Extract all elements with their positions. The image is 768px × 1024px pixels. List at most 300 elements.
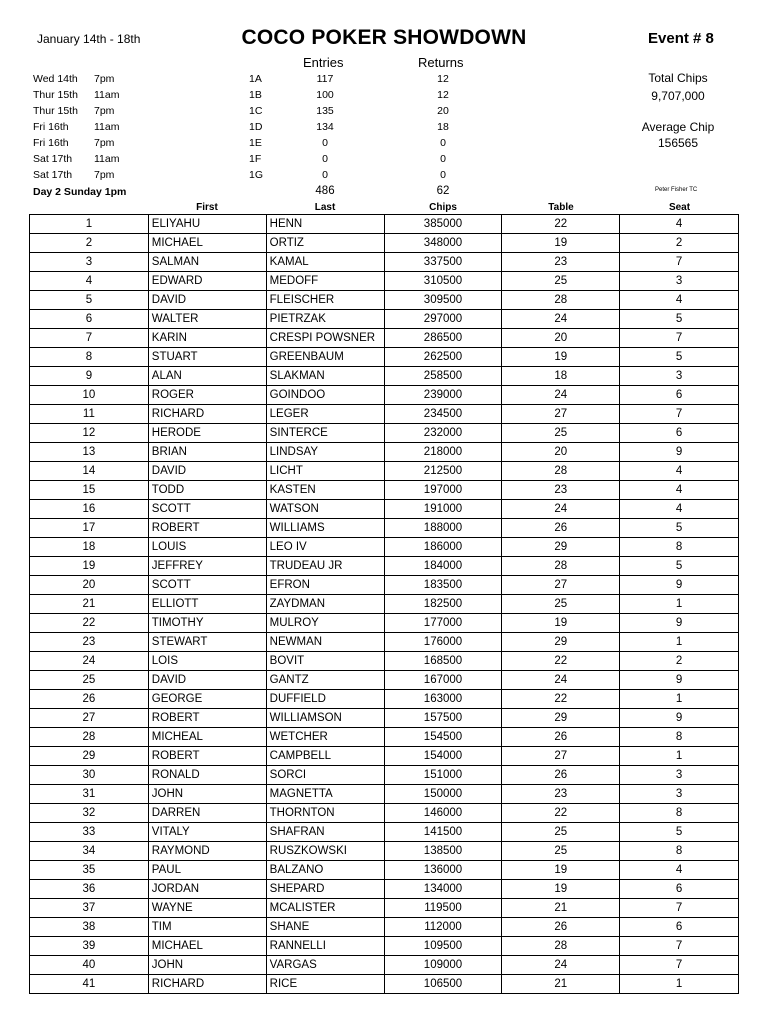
table-row <box>30 861 739 880</box>
first-name-cell: LOIS <box>148 652 266 671</box>
table-cell: 20 <box>502 443 620 462</box>
rank-cell: 5 <box>30 291 149 310</box>
table-row <box>30 253 739 272</box>
rank-cell: 33 <box>30 823 149 842</box>
rank-cell: 12 <box>30 424 149 443</box>
last-name-cell: MULROY <box>266 614 384 633</box>
chips-cell: 297000 <box>384 310 502 329</box>
chips-cell: 154000 <box>384 747 502 766</box>
first-name-cell: DAVID <box>148 291 266 310</box>
seat-cell: 1 <box>620 747 739 766</box>
seat-cell: 9 <box>620 614 739 633</box>
first-name-cell: RICHARD <box>148 405 266 424</box>
schedule-entries: 134 <box>316 121 334 133</box>
table-cell: 23 <box>502 253 620 272</box>
first-name-cell: JEFFREY <box>148 557 266 576</box>
schedule-row <box>0 169 768 185</box>
table-row <box>30 728 739 747</box>
last-name-cell: KASTEN <box>266 481 384 500</box>
first-name-cell: GEORGE <box>148 690 266 709</box>
chips-cell: 191000 <box>384 500 502 519</box>
table-cell: 24 <box>502 671 620 690</box>
table-cell: 19 <box>502 880 620 899</box>
last-name-cell: LICHT <box>266 462 384 481</box>
chips-cell: 119500 <box>384 899 502 918</box>
first-name-cell: SCOTT <box>148 576 266 595</box>
first-name-cell: DARREN <box>148 804 266 823</box>
table-cell: 25 <box>502 823 620 842</box>
table-cell: 26 <box>502 728 620 747</box>
chips-cell: 197000 <box>384 481 502 500</box>
schedule-time: 11am <box>94 89 120 101</box>
schedule-returns: 20 <box>437 105 449 117</box>
schedule-day: Thur 15th <box>33 89 78 101</box>
seat-cell: 7 <box>620 405 739 424</box>
last-name-cell: SORCI <box>266 766 384 785</box>
table-cell: 27 <box>502 405 620 424</box>
table-row <box>30 291 739 310</box>
seat-cell: 6 <box>620 386 739 405</box>
total-entries: 486 <box>315 185 335 197</box>
chips-cell: 163000 <box>384 690 502 709</box>
table-row <box>30 671 739 690</box>
chips-cell: 182500 <box>384 595 502 614</box>
seat-cell: 6 <box>620 918 739 937</box>
last-name-cell: RICE <box>266 975 384 994</box>
table-row <box>30 785 739 804</box>
chips-cell: 188000 <box>384 519 502 538</box>
chips-cell: 134000 <box>384 880 502 899</box>
seat-cell: 5 <box>620 519 739 538</box>
table-row <box>30 766 739 785</box>
seat-cell: 1 <box>620 690 739 709</box>
last-name-cell: KAMAL <box>266 253 384 272</box>
first-name-cell: ELIYAHU <box>148 215 266 234</box>
first-name-cell: JOHN <box>148 956 266 975</box>
last-name-cell: GANTZ <box>266 671 384 690</box>
seat-cell: 9 <box>620 576 739 595</box>
first-name-cell: MICHAEL <box>148 937 266 956</box>
last-name-cell: LEO IV <box>266 538 384 557</box>
table-row <box>30 215 739 234</box>
total-chips-value: 9,707,000 <box>651 89 705 103</box>
seat-cell: 4 <box>620 462 739 481</box>
rank-cell: 40 <box>30 956 149 975</box>
last-name-cell: SLAKMAN <box>266 367 384 386</box>
chips-cell: 239000 <box>384 386 502 405</box>
column-header-first: First <box>196 202 218 213</box>
first-name-cell: EDWARD <box>148 272 266 291</box>
event-number: Event # 8 <box>648 30 714 47</box>
schedule-returns: 0 <box>440 153 446 165</box>
last-name-cell: RUSZKOWSKI <box>266 842 384 861</box>
rank-cell: 26 <box>30 690 149 709</box>
table-row <box>30 918 739 937</box>
first-name-cell: PAUL <box>148 861 266 880</box>
table-cell: 22 <box>502 804 620 823</box>
average-chip-value: 156565 <box>657 136 699 150</box>
first-name-cell: WALTER <box>148 310 266 329</box>
table-row <box>30 519 739 538</box>
last-name-cell: NEWMAN <box>266 633 384 652</box>
table-cell: 20 <box>502 329 620 348</box>
rank-cell: 11 <box>30 405 149 424</box>
rank-cell: 35 <box>30 861 149 880</box>
table-cell: 22 <box>502 215 620 234</box>
rank-cell: 19 <box>30 557 149 576</box>
table-row <box>30 234 739 253</box>
first-name-cell: STUART <box>148 348 266 367</box>
first-name-cell: ROBERT <box>148 747 266 766</box>
schedule-flight: 1F <box>249 153 262 165</box>
chips-cell: 150000 <box>384 785 502 804</box>
chips-cell: 106500 <box>384 975 502 994</box>
table-row <box>30 424 739 443</box>
last-name-cell: LINDSAY <box>266 443 384 462</box>
chips-cell: 177000 <box>384 614 502 633</box>
last-name-cell: WATSON <box>266 500 384 519</box>
rank-cell: 13 <box>30 443 149 462</box>
average-chip-label: Average Chip <box>641 120 715 134</box>
last-name-cell: SHEPARD <box>266 880 384 899</box>
schedule-flight: 1D <box>249 121 263 133</box>
table-row <box>30 804 739 823</box>
table-cell: 23 <box>502 481 620 500</box>
last-name-cell: DUFFIELD <box>266 690 384 709</box>
table-cell: 25 <box>502 842 620 861</box>
table-row <box>30 538 739 557</box>
schedule-time: 11am <box>94 153 120 165</box>
chips-cell: 141500 <box>384 823 502 842</box>
schedule-time: 7pm <box>94 169 115 181</box>
seat-cell: 3 <box>620 785 739 804</box>
table-row <box>30 576 739 595</box>
seat-cell: 7 <box>620 329 739 348</box>
last-name-cell: CRESPI POWSNER <box>266 329 384 348</box>
last-name-cell: WETCHER <box>266 728 384 747</box>
table-cell: 24 <box>502 956 620 975</box>
last-name-cell: BOVIT <box>266 652 384 671</box>
table-row <box>30 500 739 519</box>
rank-cell: 38 <box>30 918 149 937</box>
first-name-cell: ALAN <box>148 367 266 386</box>
rank-cell: 27 <box>30 709 149 728</box>
schedule-entries: 0 <box>322 137 328 149</box>
table-row <box>30 405 739 424</box>
seat-cell: 3 <box>620 367 739 386</box>
seat-cell: 5 <box>620 823 739 842</box>
table-cell: 29 <box>502 709 620 728</box>
seat-cell: 8 <box>620 538 739 557</box>
table-row <box>30 367 739 386</box>
last-name-cell: MEDOFF <box>266 272 384 291</box>
chips-cell: 337500 <box>384 253 502 272</box>
column-header-seat: Seat <box>668 202 691 213</box>
table-cell: 26 <box>502 918 620 937</box>
rank-cell: 17 <box>30 519 149 538</box>
table-row <box>30 899 739 918</box>
table-cell: 29 <box>502 538 620 557</box>
seat-cell: 7 <box>620 937 739 956</box>
rank-cell: 10 <box>30 386 149 405</box>
schedule-entries: 0 <box>322 169 328 181</box>
total-chips-label: Total Chips <box>648 71 708 85</box>
chips-cell: 234500 <box>384 405 502 424</box>
chips-cell: 154500 <box>384 728 502 747</box>
rank-cell: 1 <box>30 215 149 234</box>
table-row <box>30 310 739 329</box>
first-name-cell: KARIN <box>148 329 266 348</box>
seat-cell: 4 <box>620 861 739 880</box>
table-row <box>30 557 739 576</box>
last-name-cell: WILLIAMS <box>266 519 384 538</box>
table-cell: 27 <box>502 576 620 595</box>
last-name-cell: MCALISTER <box>266 899 384 918</box>
table-cell: 18 <box>502 367 620 386</box>
first-name-cell: MICHEAL <box>148 728 266 747</box>
schedule-day: Fri 16th <box>33 137 69 149</box>
last-name-cell: SHANE <box>266 918 384 937</box>
first-name-cell: ROBERT <box>148 709 266 728</box>
rank-cell: 28 <box>30 728 149 747</box>
seat-cell: 7 <box>620 956 739 975</box>
chips-cell: 109000 <box>384 956 502 975</box>
event-dates: January 14th - 18th <box>37 32 141 46</box>
first-name-cell: DAVID <box>148 671 266 690</box>
page-title: COCO POKER SHOWDOWN <box>241 26 527 49</box>
table-row <box>30 747 739 766</box>
rank-cell: 36 <box>30 880 149 899</box>
schedule-day: Sat 17th <box>33 153 73 165</box>
first-name-cell: SALMAN <box>148 253 266 272</box>
schedule-flight: 1B <box>249 89 262 101</box>
chips-cell: 310500 <box>384 272 502 291</box>
table-row <box>30 614 739 633</box>
schedule-entries: 0 <box>322 153 328 165</box>
last-name-cell: LEGER <box>266 405 384 424</box>
table-row <box>30 880 739 899</box>
schedule-row <box>0 153 768 169</box>
first-name-cell: VITALY <box>148 823 266 842</box>
seat-cell: 2 <box>620 652 739 671</box>
chips-cell: 168500 <box>384 652 502 671</box>
last-name-cell: VARGAS <box>266 956 384 975</box>
chips-cell: 157500 <box>384 709 502 728</box>
last-name-cell: PIETRZAK <box>266 310 384 329</box>
table-cell: 24 <box>502 500 620 519</box>
last-name-cell: GOINDOO <box>266 386 384 405</box>
seat-cell: 8 <box>620 728 739 747</box>
last-name-cell: EFRON <box>266 576 384 595</box>
table-row <box>30 481 739 500</box>
rank-cell: 3 <box>30 253 149 272</box>
first-name-cell: SCOTT <box>148 500 266 519</box>
day2-label: Day 2 Sunday 1pm <box>33 186 127 198</box>
first-name-cell: RICHARD <box>148 975 266 994</box>
first-name-cell: ROBERT <box>148 519 266 538</box>
schedule-time: 7pm <box>94 73 115 85</box>
column-header-last: Last <box>314 202 336 213</box>
table-row <box>30 272 739 291</box>
table-row <box>30 462 739 481</box>
rank-cell: 37 <box>30 899 149 918</box>
entries-header: Entries <box>303 55 344 70</box>
chips-cell: 146000 <box>384 804 502 823</box>
first-name-cell: JOHN <box>148 785 266 804</box>
last-name-cell: WILLIAMSON <box>266 709 384 728</box>
table-row <box>30 709 739 728</box>
seat-cell: 9 <box>620 443 739 462</box>
first-name-cell: WAYNE <box>148 899 266 918</box>
table-row <box>30 652 739 671</box>
schedule-entries: 135 <box>316 105 334 117</box>
rank-cell: 18 <box>30 538 149 557</box>
rank-cell: 8 <box>30 348 149 367</box>
schedule-row <box>0 105 768 121</box>
seat-cell: 5 <box>620 557 739 576</box>
seat-cell: 8 <box>620 842 739 861</box>
rank-cell: 2 <box>30 234 149 253</box>
table-cell: 19 <box>502 861 620 880</box>
seat-cell: 2 <box>620 234 739 253</box>
schedule-time: 7pm <box>94 137 115 149</box>
seat-cell: 3 <box>620 272 739 291</box>
chips-cell: 262500 <box>384 348 502 367</box>
schedule-returns: 12 <box>437 73 449 85</box>
last-name-cell: HENN <box>266 215 384 234</box>
last-name-cell: RANNELLI <box>266 937 384 956</box>
schedule-time: 7pm <box>94 105 115 117</box>
chips-cell: 258500 <box>384 367 502 386</box>
first-name-cell: DAVID <box>148 462 266 481</box>
rank-cell: 7 <box>30 329 149 348</box>
schedule-flight: 1A <box>249 73 262 85</box>
rank-cell: 24 <box>30 652 149 671</box>
table-row <box>30 690 739 709</box>
table-cell: 28 <box>502 557 620 576</box>
last-name-cell: SINTERCE <box>266 424 384 443</box>
schedule-flight: 1G <box>249 169 264 181</box>
rank-cell: 21 <box>30 595 149 614</box>
last-name-cell: MAGNETTA <box>266 785 384 804</box>
table-cell: 21 <box>502 975 620 994</box>
first-name-cell: MICHAEL <box>148 234 266 253</box>
schedule-flight: 1E <box>249 137 262 149</box>
schedule-entries: 100 <box>316 89 334 101</box>
chips-cell: 286500 <box>384 329 502 348</box>
first-name-cell: TIMOTHY <box>148 614 266 633</box>
table-cell: 22 <box>502 690 620 709</box>
seat-cell: 8 <box>620 804 739 823</box>
table-row <box>30 956 739 975</box>
table-row <box>30 443 739 462</box>
seat-cell: 1 <box>620 595 739 614</box>
first-name-cell: JORDAN <box>148 880 266 899</box>
rank-cell: 14 <box>30 462 149 481</box>
seat-cell: 6 <box>620 880 739 899</box>
last-name-cell: FLEISCHER <box>266 291 384 310</box>
chips-cell: 218000 <box>384 443 502 462</box>
seat-cell: 5 <box>620 310 739 329</box>
rank-cell: 30 <box>30 766 149 785</box>
schedule-day: Fri 16th <box>33 121 69 133</box>
seat-cell: 1 <box>620 975 739 994</box>
schedule-returns: 12 <box>437 89 449 101</box>
chips-cell: 151000 <box>384 766 502 785</box>
chips-cell: 167000 <box>384 671 502 690</box>
first-name-cell: ELLIOTT <box>148 595 266 614</box>
table-cell: 24 <box>502 310 620 329</box>
seat-cell: 4 <box>620 215 739 234</box>
rank-cell: 9 <box>30 367 149 386</box>
table-cell: 28 <box>502 462 620 481</box>
schedule-day: Wed 14th <box>33 73 78 85</box>
rank-cell: 6 <box>30 310 149 329</box>
column-header-table: Table <box>548 202 574 213</box>
last-name-cell: ZAYDMAN <box>266 595 384 614</box>
table-cell: 19 <box>502 614 620 633</box>
table-cell: 25 <box>502 272 620 291</box>
chip-count-table <box>29 214 739 994</box>
returns-header: Returns <box>418 55 464 70</box>
chips-cell: 309500 <box>384 291 502 310</box>
table-cell: 23 <box>502 785 620 804</box>
seat-cell: 4 <box>620 481 739 500</box>
table-cell: 26 <box>502 766 620 785</box>
seat-cell: 9 <box>620 671 739 690</box>
column-header-chips: Chips <box>429 202 457 213</box>
last-name-cell: BALZANO <box>266 861 384 880</box>
table-cell: 28 <box>502 291 620 310</box>
first-name-cell: LOUIS <box>148 538 266 557</box>
first-name-cell: RONALD <box>148 766 266 785</box>
schedule-time: 11am <box>94 121 120 133</box>
table-row <box>30 823 739 842</box>
table-cell: 19 <box>502 348 620 367</box>
rank-cell: 15 <box>30 481 149 500</box>
seat-cell: 5 <box>620 348 739 367</box>
schedule-entries: 117 <box>316 73 334 85</box>
chips-cell: 212500 <box>384 462 502 481</box>
last-name-cell: ORTIZ <box>266 234 384 253</box>
last-name-cell: THORNTON <box>266 804 384 823</box>
chips-cell: 183500 <box>384 576 502 595</box>
last-name-cell: TRUDEAU JR <box>266 557 384 576</box>
table-row <box>30 842 739 861</box>
seat-cell: 3 <box>620 766 739 785</box>
rank-cell: 32 <box>30 804 149 823</box>
seat-cell: 7 <box>620 899 739 918</box>
schedule-returns: 18 <box>437 121 449 133</box>
chips-cell: 348000 <box>384 234 502 253</box>
schedule-returns: 0 <box>440 169 446 181</box>
rank-cell: 22 <box>30 614 149 633</box>
chips-cell: 112000 <box>384 918 502 937</box>
seat-cell: 4 <box>620 291 739 310</box>
seat-cell: 4 <box>620 500 739 519</box>
table-cell: 24 <box>502 386 620 405</box>
table-cell: 21 <box>502 899 620 918</box>
first-name-cell: STEWART <box>148 633 266 652</box>
seat-cell: 1 <box>620 633 739 652</box>
chips-cell: 232000 <box>384 424 502 443</box>
first-name-cell: HERODE <box>148 424 266 443</box>
schedule-day: Thur 15th <box>33 105 78 117</box>
chips-cell: 109500 <box>384 937 502 956</box>
rank-cell: 39 <box>30 937 149 956</box>
table-cell: 28 <box>502 937 620 956</box>
rank-cell: 4 <box>30 272 149 291</box>
